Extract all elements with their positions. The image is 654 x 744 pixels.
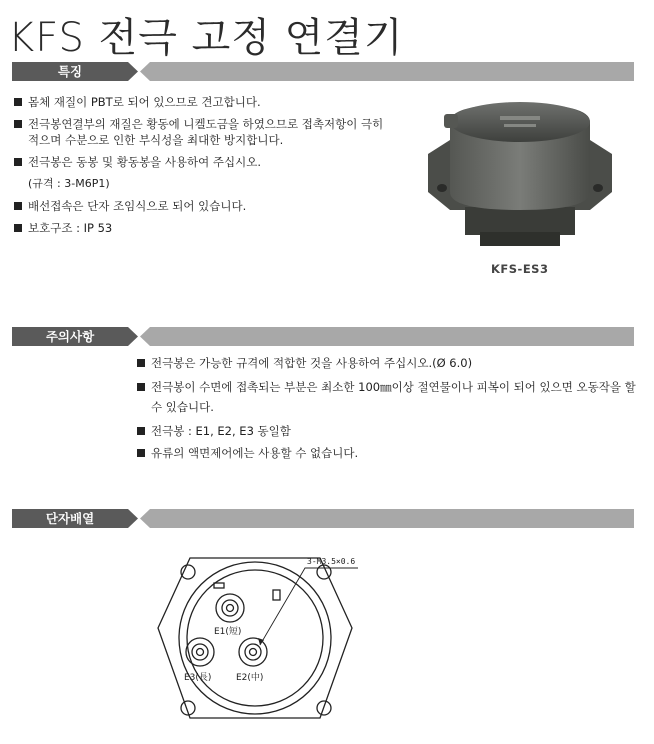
page-title: KFS 전극 고정 연결기 [8, 15, 404, 61]
list-item: 유류의 액면제어에는 사용할 수 없습니다. [137, 445, 642, 461]
list-item: 보호구조 : IP 53 [14, 220, 384, 236]
terminal-label-e2: E2(中) [236, 673, 264, 683]
list-item: 배선접속은 단자 조임식으로 되어 있습니다. [14, 198, 384, 214]
terminal-diagram [150, 548, 370, 728]
bullet-square-icon [14, 120, 22, 128]
bullet-square-icon [14, 98, 22, 106]
list-item: 전극봉 : E1, E2, E3 동일함 [137, 423, 642, 439]
list-item: 전극봉이 수면에 접촉되는 부분은 최소한 100㎜이상 절연물이나 피복이 되어 있으면 오동작을 할 수 있습니다. [137, 377, 642, 417]
bullet-square-icon [14, 202, 22, 210]
spec-note: (규격 : 3-M6P1) [28, 177, 110, 190]
product-caption: KFS-ES3 [491, 262, 549, 276]
list-item: 전극봉은 가능한 규격에 적합한 것을 사용하여 주십시오.(Ø 6.0) [137, 355, 642, 371]
terminal-label-e1: E1(短) [214, 627, 242, 637]
section-header-cautions [12, 327, 634, 346]
section-header-terminals [12, 509, 634, 528]
list-item: 전극봉연결부의 재질은 황동에 니켈도금을 하였으므로 접촉저항이 극히 적으며 수분으로 인한 부식성을 최대한 방지합니다. [14, 116, 384, 148]
list-item: 몸체 재질이 PBT로 되어 있으므로 견고합니다. [14, 94, 384, 110]
section-title-features: 특징 [57, 64, 83, 79]
bullet-square-icon [137, 359, 145, 367]
section-header-features [12, 62, 634, 81]
bullet-square-icon [137, 383, 145, 391]
list-item: 전극봉은 동봉 및 황동봉을 사용하여 주십시오. (규격 : 3-M6P1) [14, 154, 384, 192]
bullet-square-icon [137, 449, 145, 457]
product-photo [420, 92, 620, 257]
bullet-square-icon [137, 427, 145, 435]
dimension-label: 3-M3.5×0.6 [307, 557, 356, 566]
terminal-label-e3: E3(長) [184, 673, 212, 683]
section-title-cautions: 주의사항 [45, 329, 95, 344]
bullet-square-icon [14, 224, 22, 232]
bullet-square-icon [14, 158, 22, 166]
features-list [14, 94, 384, 242]
section-title-terminals: 단자배열 [45, 511, 95, 526]
cautions-list [137, 355, 642, 467]
